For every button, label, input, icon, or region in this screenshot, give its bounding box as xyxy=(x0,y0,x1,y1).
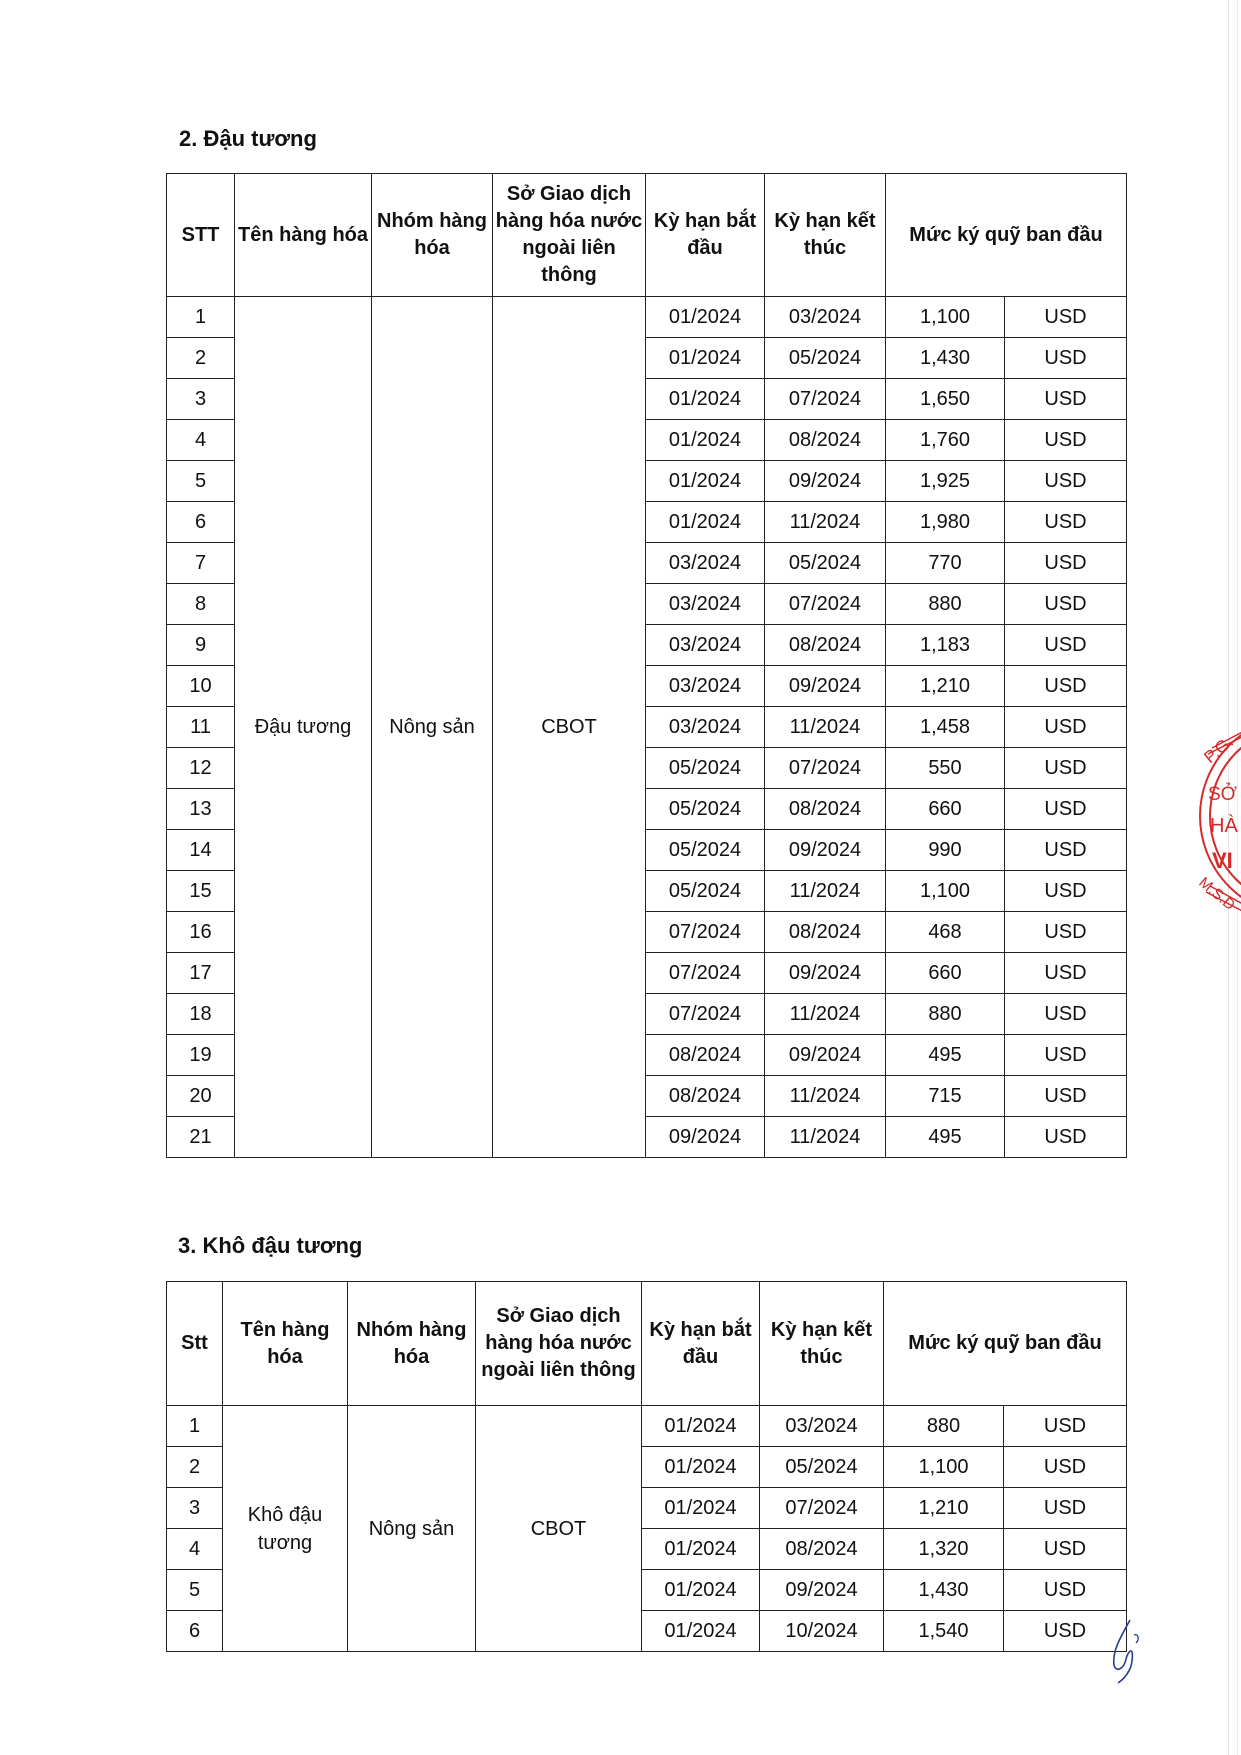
row-margin-value: 1,925 xyxy=(886,461,1005,502)
row-margin-value: 770 xyxy=(886,543,1005,584)
svg-text:VI: VI xyxy=(1212,848,1233,873)
table-header-row xyxy=(167,174,1127,297)
row-start-term: 01/2024 xyxy=(642,1570,760,1611)
row-margin-value: 660 xyxy=(886,953,1005,994)
header-commodity-group: Nhóm hàng hóa xyxy=(348,1282,476,1406)
row-margin-currency: USD xyxy=(1005,994,1127,1035)
row-margin-currency: USD xyxy=(1004,1611,1127,1652)
row-margin-currency: USD xyxy=(1004,1570,1127,1611)
row-margin-value: 1,100 xyxy=(884,1447,1004,1488)
row-stt: 5 xyxy=(167,461,235,502)
row-margin-value: 550 xyxy=(886,748,1005,789)
row-margin-currency: USD xyxy=(1005,502,1127,543)
row-margin-value: 1,650 xyxy=(886,379,1005,420)
row-margin-currency: USD xyxy=(1005,379,1127,420)
table-row xyxy=(167,1406,1127,1447)
row-start-term: 03/2024 xyxy=(646,666,765,707)
row-end-term: 08/2024 xyxy=(765,625,886,666)
row-margin-currency: USD xyxy=(1005,1076,1127,1117)
row-stt: 5 xyxy=(167,1570,223,1611)
svg-text:SỞ: SỞ xyxy=(1208,784,1237,805)
row-end-term: 09/2024 xyxy=(765,666,886,707)
row-stt: 6 xyxy=(167,502,235,543)
row-margin-currency: USD xyxy=(1005,748,1127,789)
row-end-term: 07/2024 xyxy=(765,748,886,789)
row-end-term: 08/2024 xyxy=(760,1529,884,1570)
row-start-term: 03/2024 xyxy=(646,584,765,625)
row-margin-currency: USD xyxy=(1005,871,1127,912)
row-stt: 6 xyxy=(167,1611,223,1652)
row-end-term: 08/2024 xyxy=(765,912,886,953)
row-margin-value: 880 xyxy=(886,584,1005,625)
row-end-term: 09/2024 xyxy=(765,1035,886,1076)
row-start-term: 01/2024 xyxy=(642,1447,760,1488)
merged-commodity-group: Nông sản xyxy=(372,297,493,1158)
row-stt: 14 xyxy=(167,830,235,871)
section-title-dau-tuong: 2. Đậu tương xyxy=(179,126,317,151)
header-start-term: Kỳ hạn bắt đầu xyxy=(642,1282,760,1406)
row-end-term: 11/2024 xyxy=(765,871,886,912)
row-start-term: 09/2024 xyxy=(646,1117,765,1158)
row-margin-currency: USD xyxy=(1005,297,1127,338)
row-end-term: 07/2024 xyxy=(765,584,886,625)
row-start-term: 08/2024 xyxy=(646,1076,765,1117)
dau-tuong-table xyxy=(166,173,1127,1158)
row-margin-currency: USD xyxy=(1005,420,1127,461)
section-title-kho-dau-tuong: 3. Khô đậu tương xyxy=(178,1233,363,1258)
svg-text:M.S.D: M.S.D xyxy=(1195,874,1239,914)
row-margin-currency: USD xyxy=(1005,584,1127,625)
row-margin-value: 1,430 xyxy=(886,338,1005,379)
row-margin-value: 1,760 xyxy=(886,420,1005,461)
row-end-term: 07/2024 xyxy=(765,379,886,420)
row-start-term: 01/2024 xyxy=(646,502,765,543)
row-margin-currency: USD xyxy=(1005,543,1127,584)
row-stt: 1 xyxy=(167,297,235,338)
row-start-term: 07/2024 xyxy=(646,994,765,1035)
header-end-term: Kỳ hạn kết thúc xyxy=(765,174,886,297)
header-commodity-name: Tên hàng hóa xyxy=(223,1282,348,1406)
header-stt: Stt xyxy=(167,1282,223,1406)
row-end-term: 09/2024 xyxy=(765,953,886,994)
row-end-term: 09/2024 xyxy=(765,830,886,871)
row-stt: 21 xyxy=(167,1117,235,1158)
row-stt: 7 xyxy=(167,543,235,584)
row-margin-currency: USD xyxy=(1005,912,1127,953)
row-stt: 12 xyxy=(167,748,235,789)
row-stt: 17 xyxy=(167,953,235,994)
row-start-term: 01/2024 xyxy=(646,379,765,420)
row-stt: 15 xyxy=(167,871,235,912)
row-stt: 4 xyxy=(167,420,235,461)
signature-initials xyxy=(1100,1615,1160,1685)
row-stt: 19 xyxy=(167,1035,235,1076)
row-margin-value: 1,210 xyxy=(886,666,1005,707)
row-start-term: 01/2024 xyxy=(646,338,765,379)
row-start-term: 03/2024 xyxy=(646,707,765,748)
row-stt: 13 xyxy=(167,789,235,830)
row-start-term: 05/2024 xyxy=(646,830,765,871)
row-end-term: 05/2024 xyxy=(765,543,886,584)
signature-icon xyxy=(1100,1615,1160,1685)
row-stt: 9 xyxy=(167,625,235,666)
merged-exchange: CBOT xyxy=(476,1406,642,1652)
row-margin-currency: USD xyxy=(1004,1447,1127,1488)
row-start-term: 01/2024 xyxy=(646,461,765,502)
row-margin-currency: USD xyxy=(1004,1406,1127,1447)
row-end-term: 08/2024 xyxy=(765,789,886,830)
row-margin-value: 468 xyxy=(886,912,1005,953)
header-commodity-name: Tên hàng hóa xyxy=(235,174,372,297)
dau-tuong-table-body xyxy=(167,297,1127,1158)
row-end-term: 09/2024 xyxy=(765,461,886,502)
row-start-term: 05/2024 xyxy=(646,789,765,830)
header-initial-margin: Mức ký quỹ ban đầu xyxy=(884,1282,1127,1406)
row-margin-value: 1,210 xyxy=(884,1488,1004,1529)
row-margin-currency: USD xyxy=(1005,338,1127,379)
row-margin-value: 1,100 xyxy=(886,297,1005,338)
row-margin-currency: USD xyxy=(1005,1117,1127,1158)
row-stt: 2 xyxy=(167,1447,223,1488)
row-start-term: 01/2024 xyxy=(642,1611,760,1652)
row-start-term: 07/2024 xyxy=(646,953,765,994)
row-end-term: 09/2024 xyxy=(760,1570,884,1611)
row-start-term: 03/2024 xyxy=(646,543,765,584)
row-margin-value: 1,430 xyxy=(884,1570,1004,1611)
row-stt: 8 xyxy=(167,584,235,625)
row-end-term: 11/2024 xyxy=(765,707,886,748)
row-margin-value: 495 xyxy=(886,1117,1005,1158)
official-stamp xyxy=(1190,708,1241,928)
row-margin-currency: USD xyxy=(1005,789,1127,830)
row-margin-value: 715 xyxy=(886,1076,1005,1117)
row-start-term: 03/2024 xyxy=(646,625,765,666)
header-start-term: Kỳ hạn bắt đầu xyxy=(646,174,765,297)
row-margin-currency: USD xyxy=(1004,1529,1127,1570)
merged-exchange: CBOT xyxy=(493,297,646,1158)
row-margin-value: 1,100 xyxy=(886,871,1005,912)
table-header-row xyxy=(167,1282,1127,1406)
header-exchange: Sở Giao dịch hàng hóa nước ngoài liên thông xyxy=(476,1282,642,1406)
row-margin-currency: USD xyxy=(1005,1035,1127,1076)
merged-commodity-name: Đậu tương xyxy=(235,297,372,1158)
row-stt: 16 xyxy=(167,912,235,953)
row-margin-currency: USD xyxy=(1005,461,1127,502)
row-end-term: 08/2024 xyxy=(765,420,886,461)
row-start-term: 05/2024 xyxy=(646,748,765,789)
table-row xyxy=(167,297,1127,338)
row-start-term: 01/2024 xyxy=(642,1406,760,1447)
header-end-term: Kỳ hạn kết thúc xyxy=(760,1282,884,1406)
merged-commodity-group: Nông sản xyxy=(348,1406,476,1652)
row-end-term: 05/2024 xyxy=(760,1447,884,1488)
row-margin-value: 880 xyxy=(884,1406,1004,1447)
stamp-seal-icon xyxy=(1190,708,1241,928)
row-margin-value: 1,980 xyxy=(886,502,1005,543)
row-start-term: 01/2024 xyxy=(642,1529,760,1570)
row-end-term: 11/2024 xyxy=(765,502,886,543)
header-exchange: Sở Giao dịch hàng hóa nước ngoài liên thông xyxy=(493,174,646,297)
header-initial-margin: Mức ký quỹ ban đầu xyxy=(886,174,1127,297)
row-start-term: 01/2024 xyxy=(646,420,765,461)
row-margin-value: 660 xyxy=(886,789,1005,830)
row-stt: 4 xyxy=(167,1529,223,1570)
row-stt: 1 xyxy=(167,1406,223,1447)
svg-text:HÀ: HÀ xyxy=(1210,815,1238,837)
row-start-term: 07/2024 xyxy=(646,912,765,953)
row-stt: 11 xyxy=(167,707,235,748)
row-stt: 18 xyxy=(167,994,235,1035)
row-margin-value: 1,458 xyxy=(886,707,1005,748)
row-margin-value: 880 xyxy=(886,994,1005,1035)
row-margin-currency: USD xyxy=(1005,953,1127,994)
row-stt: 2 xyxy=(167,338,235,379)
row-margin-currency: USD xyxy=(1005,666,1127,707)
merged-commodity-name: Khô đậu tương xyxy=(223,1406,348,1652)
row-start-term: 05/2024 xyxy=(646,871,765,912)
kho-dau-tuong-table xyxy=(166,1281,1127,1652)
row-end-term: 05/2024 xyxy=(765,338,886,379)
row-end-term: 03/2024 xyxy=(760,1406,884,1447)
row-end-term: 11/2024 xyxy=(765,1117,886,1158)
header-stt: STT xyxy=(167,174,235,297)
row-margin-value: 495 xyxy=(886,1035,1005,1076)
row-margin-currency: USD xyxy=(1004,1488,1127,1529)
row-stt: 3 xyxy=(167,379,235,420)
row-margin-currency: USD xyxy=(1005,707,1127,748)
row-margin-value: 990 xyxy=(886,830,1005,871)
row-start-term: 01/2024 xyxy=(642,1488,760,1529)
row-margin-value: 1,540 xyxy=(884,1611,1004,1652)
row-start-term: 08/2024 xyxy=(646,1035,765,1076)
row-end-term: 10/2024 xyxy=(760,1611,884,1652)
row-end-term: 03/2024 xyxy=(765,297,886,338)
row-end-term: 07/2024 xyxy=(760,1488,884,1529)
header-commodity-group: Nhóm hàng hóa xyxy=(372,174,493,297)
row-end-term: 11/2024 xyxy=(765,994,886,1035)
row-end-term: 11/2024 xyxy=(765,1076,886,1117)
svg-text:P.G.: P.G. xyxy=(1200,732,1237,768)
row-stt: 3 xyxy=(167,1488,223,1529)
row-start-term: 01/2024 xyxy=(646,297,765,338)
kho-dau-tuong-table-body xyxy=(167,1406,1127,1652)
row-margin-value: 1,183 xyxy=(886,625,1005,666)
row-stt: 10 xyxy=(167,666,235,707)
row-margin-currency: USD xyxy=(1005,830,1127,871)
row-margin-value: 1,320 xyxy=(884,1529,1004,1570)
row-stt: 20 xyxy=(167,1076,235,1117)
row-margin-currency: USD xyxy=(1005,625,1127,666)
